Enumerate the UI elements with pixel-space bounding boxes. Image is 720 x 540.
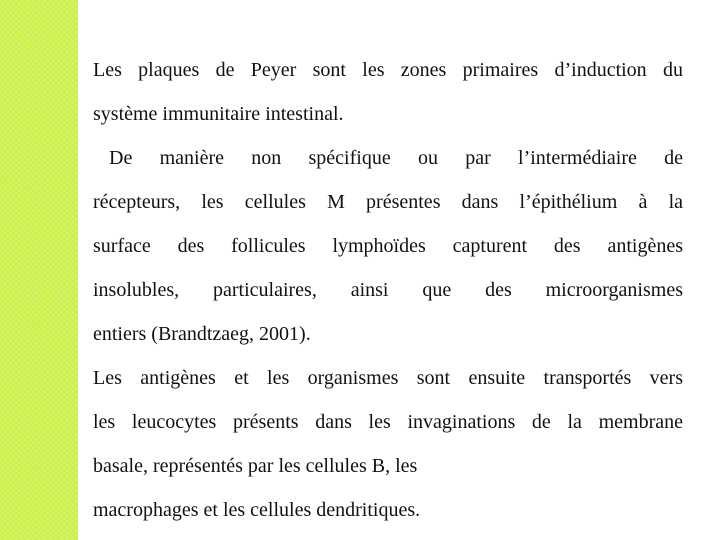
text-line: système immunitaire intestinal.: [93, 103, 344, 125]
paragraph-antigen-transport: [93, 356, 683, 532]
text-line: De manière non spécifique ou par l’intermédiaire de: [109, 147, 683, 169]
text-line: Les plaques de Peyer sont les zones primaires d’induction du: [93, 59, 683, 81]
slide-text-body: [93, 48, 683, 532]
text-line: surface des follicules lymphoïdes capturent des antigènes: [93, 235, 683, 257]
paragraph-peyer-patches: [93, 48, 683, 136]
text-line: insolubles, particulaires, ainsi que des microorganismes: [93, 279, 683, 301]
text-line: macrophages et les cellules dendritiques.: [93, 499, 421, 521]
paragraph-m-cells: [93, 136, 683, 356]
text-line: récepteurs, les cellules M présentes dans l’épithélium à la: [93, 191, 683, 213]
text-line: les leucocytes présents dans les invaginations de la membrane: [93, 411, 683, 433]
decorative-side-band: [0, 0, 78, 540]
text-line: basale, représentés par les cellules B, les: [93, 455, 418, 477]
text-line: Les antigènes et les organismes sont ensuite transportés vers: [93, 367, 683, 389]
text-line: entiers (Brandtzaeg, 2001).: [93, 323, 311, 345]
